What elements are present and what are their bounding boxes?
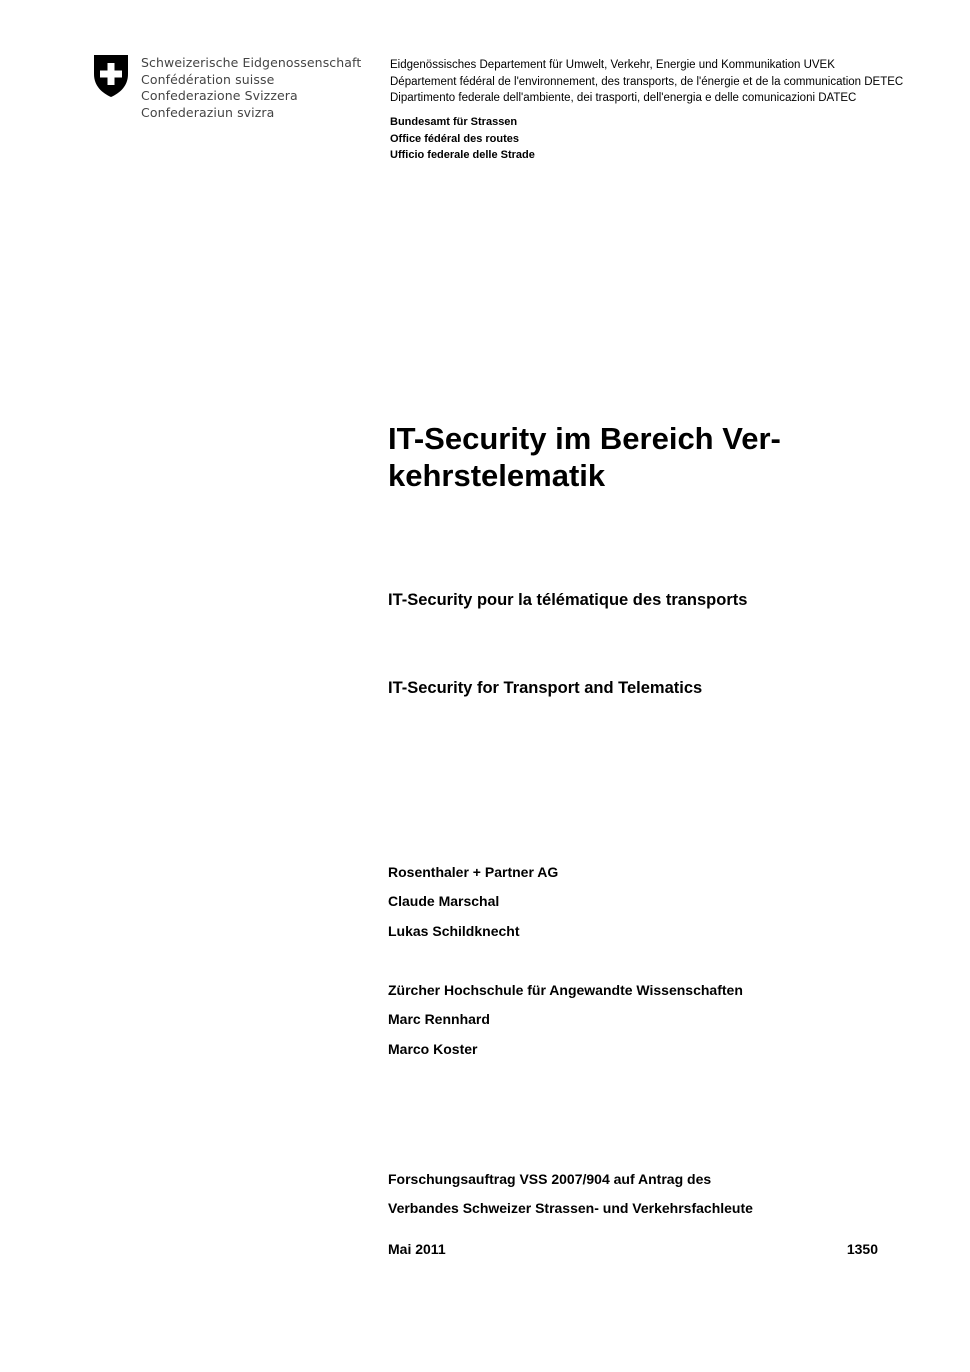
confederation-name-rm: Confederaziun svizra bbox=[141, 104, 275, 120]
office-block bbox=[390, 114, 535, 164]
footer bbox=[388, 1241, 878, 1257]
report-number: 1350 bbox=[846, 1241, 878, 1257]
author-name: Lukas Schildknecht bbox=[388, 922, 520, 939]
department-line-fr: Département fédéral de l'environnement, des transports, de l'énergie et de la communication DETEC bbox=[390, 75, 904, 88]
subtitle-french: IT-Security pour la télématique des transports bbox=[388, 591, 748, 609]
office-line-de: Bundesamt für Strassen bbox=[390, 116, 518, 128]
author-name: Marco Koster bbox=[388, 1040, 478, 1057]
swiss-coat-of-arms-icon bbox=[92, 54, 130, 98]
document-title bbox=[388, 420, 781, 494]
confederation-names bbox=[141, 55, 361, 121]
confederation-name-de: Schweizerische Eidgenossenschaft bbox=[141, 55, 362, 70]
author-name: Marc Rennhard bbox=[388, 1011, 490, 1028]
author-org: Zürcher Hochschule für Angewandte Wissenschaften bbox=[388, 982, 743, 998]
department-line-de: Eidgenössisches Departement für Umwelt, Verkehr, Energie und Kommunikation UVEK bbox=[390, 59, 835, 71]
publication-date: Mai 2011 bbox=[388, 1241, 446, 1257]
confederation-name-fr: Confédération suisse bbox=[141, 71, 275, 87]
subtitle-english: IT-Security for Transport and Telematics bbox=[388, 679, 703, 697]
confederation-name-it: Confederazione Svizzera bbox=[141, 88, 298, 103]
office-line-it: Ufficio federale delle Strade bbox=[390, 149, 535, 161]
office-line-fr: Office fédéral des routes bbox=[390, 132, 519, 145]
department-block bbox=[390, 57, 903, 107]
mandate-line-1: Forschungsauftrag VSS 2007/904 auf Antrag des bbox=[388, 1171, 712, 1187]
author-org: Rosenthaler + Partner AG bbox=[388, 864, 559, 880]
department-line-it: Dipartimento federale dell'ambiente, dei trasporti, dell'energia e delle comunicazioni DATEC bbox=[390, 92, 857, 104]
mandate-line-2: Verbandes Schweizer Strassen- und Verkehrsfachleute bbox=[388, 1200, 753, 1217]
author-group-rosenthaler bbox=[388, 858, 558, 946]
author-name: Claude Marschal bbox=[388, 893, 500, 910]
research-mandate bbox=[388, 1165, 753, 1224]
title-line-1: IT-Security im Bereich Ver- bbox=[388, 421, 781, 456]
author-group-zhaw bbox=[388, 976, 743, 1064]
title-line-2: kehrstelematik bbox=[388, 458, 606, 493]
